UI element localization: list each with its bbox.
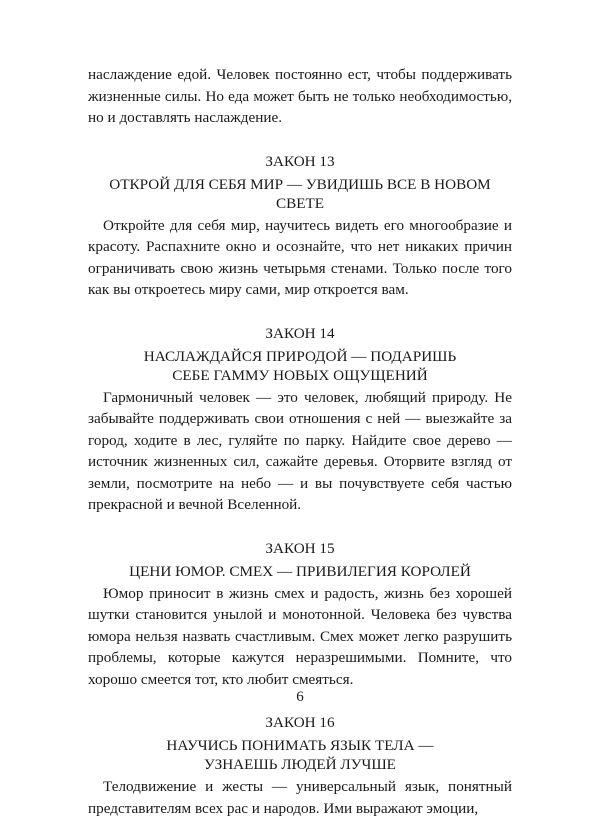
intro-paragraph: наслаждение едой. Человек постоянно ест, чтобы поддерживать жизненные силы. Но еда может быть не только необходимостью, но и доставлять наслаждение. <box>88 66 512 126</box>
law-number: ЗАКОН 15 <box>265 539 335 557</box>
law-number: ЗАКОН 14 <box>265 324 335 342</box>
law-section-15 <box>88 538 512 691</box>
law-section-16 <box>88 712 512 819</box>
law-title: ОТКРОЙ ДЛЯ СЕБЯ МИР — УВИДИШЬ ВСЕ В НОВОМ СВЕТЕ <box>109 175 491 212</box>
law-number: ЗАКОН 13 <box>265 152 335 170</box>
law-title: НАСЛАЖДАЙСЯ ПРИРОДОЙ — ПОДАРИШЬ СЕБЕ ГАММУ НОВЫХ ОЩУЩЕНИЙ <box>143 347 457 384</box>
law-title: НАУЧИСЬ ПОНИМАТЬ ЯЗЫК ТЕЛА — УЗНАЕШЬ ЛЮДЕЙ ЛУЧШЕ <box>166 737 434 773</box>
law-title: ЦЕНИ ЮМОР. СМЕХ — ПРИВИЛЕГИЯ КОРОЛЕЙ <box>129 562 471 580</box>
law-paragraph: Гармоничный человек — это человек, любящий природу. Не забывайте поддерживать свои отношения с ней — выезжайте за город, ходите в лес, гуляйте по парку. Найдите свое дерево — источник жизненных сил, сажайте деревья. Оторвите взгляд от земли, посмотрите на небо — и вы почувствуете себя частью прекрасной и вечной Вселенной. <box>88 388 512 513</box>
law-section-13 <box>88 151 512 301</box>
law-section-14 <box>88 323 512 516</box>
page-number: 6 <box>296 689 304 705</box>
law-paragraph: Юмор приносит в жизнь смех и радость, жизнь без хорошей шутки становится унылой и монотонной. Человека без чувства юмора нельзя назвать счастливым. Смех может легко разрушить проблемы, которые кажутся неразрешимыми. Помните, что хорошо смеется тот, кто любит смеяться. <box>88 584 512 688</box>
law-paragraph: Телодвижение и жесты — универсальный язык, понятный представителям всех рас и народов. Ими выражают эмоции, <box>88 778 512 817</box>
law-number: ЗАКОН 16 <box>265 714 335 731</box>
law-paragraph: Откройте для себя мир, научитесь видеть его многообразие и красоту. Распахните окно и осознайте, что нет никаких причин ограничивать свою жизнь четырьмя стенами. Только после того как вы откроетесь миру сами, мир откроется вам. <box>88 216 512 298</box>
